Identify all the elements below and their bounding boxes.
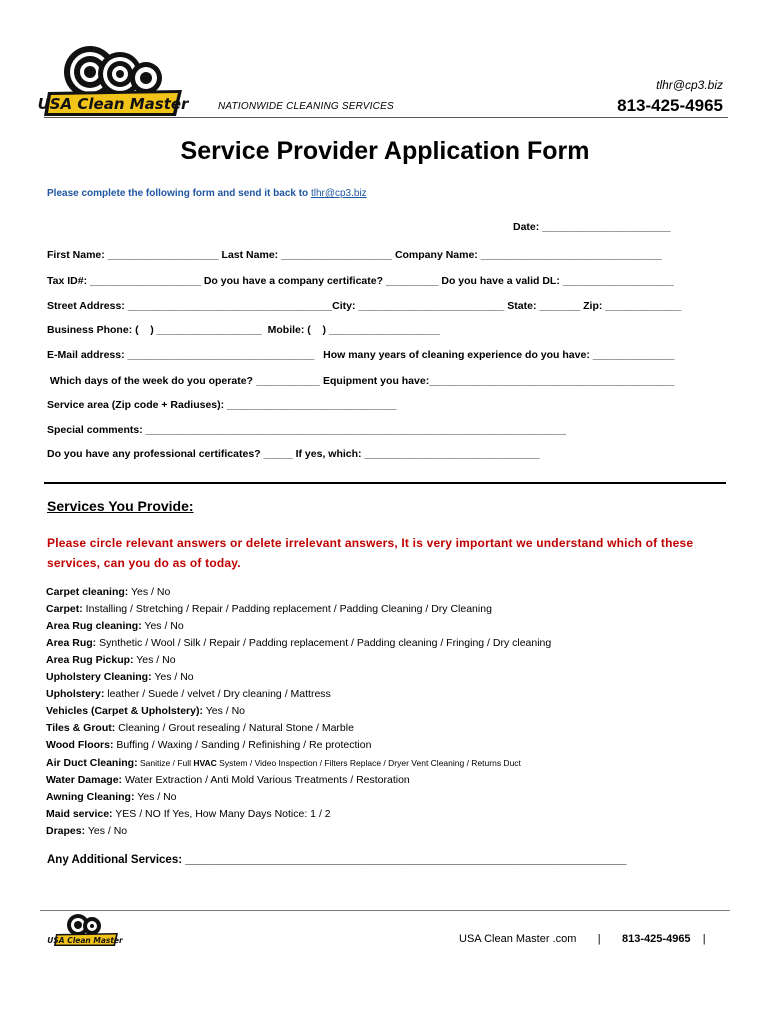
section-divider	[44, 482, 726, 484]
phone-fields[interactable]: Business Phone: ( ) __________________ Mobile: ( ) ___________________	[47, 324, 440, 336]
service-label: Area Rug Pickup:	[46, 654, 134, 666]
instruction-lead: Please complete the following form and send it back to	[47, 188, 311, 199]
service-label: Area Rug cleaning:	[46, 620, 142, 632]
service-options[interactable]: Yes / No	[202, 705, 245, 717]
service-label: Carpet cleaning:	[46, 586, 129, 598]
service-label: Water Damage:	[46, 774, 123, 786]
services-heading: Services You Provide:	[47, 498, 194, 514]
service-label: Maid service:	[46, 808, 113, 820]
name-company-fields[interactable]: First Name: ___________________ Last Name: ___________________ Company Name: _______________________________	[47, 249, 662, 261]
header-divider	[44, 117, 728, 118]
service-options[interactable]: YES / NO If Yes, How Many Days Notice: 1 / 2	[112, 808, 331, 820]
date-field[interactable]: Date: ______________________	[513, 221, 671, 233]
service-label: Upholstery Cleaning:	[46, 671, 152, 683]
service-options[interactable]: Yes / No	[85, 825, 128, 837]
service-options-hvac[interactable]: HVAC	[193, 758, 217, 768]
special-comments-field[interactable]: Special comments: ________________________________________________________________________	[47, 424, 567, 436]
address-fields[interactable]: Street Address: ___________________________________City: _________________________ State: _______ Zip: _____________	[47, 300, 682, 312]
service-options[interactable]: Yes / No	[128, 586, 171, 598]
service-vehicles[interactable]	[46, 705, 245, 717]
service-options[interactable]: Synthetic / Wool / Silk / Repair / Padding replacement / Padding cleaning / Fringing / Dry cleaning	[96, 637, 552, 649]
service-area-rug-pickup[interactable]	[46, 654, 176, 666]
email-experience-fields[interactable]: E-Mail address: ________________________________ How many years of cleaning experience do you have: ______________	[47, 349, 675, 361]
service-air-duct-cleaning[interactable]	[46, 757, 521, 769]
footer-separator: |	[597, 933, 601, 945]
service-water-damage[interactable]	[46, 774, 410, 786]
header-email[interactable]: tlhr@cp3.biz	[656, 78, 723, 92]
service-options[interactable]: leather / Suede / velvet / Dry cleaning / Mattress	[104, 688, 331, 700]
service-area-field[interactable]: Service area (Zip code + Radiuses): _____________________________	[47, 399, 397, 411]
service-label: Upholstery:	[46, 688, 105, 700]
svg-text:USA Clean Master: USA Clean Master	[47, 936, 123, 945]
service-options[interactable]: Yes / No	[151, 671, 194, 683]
certificates-field[interactable]: Do you have any professional certificates? _____ If yes, which: ______________________________	[47, 448, 540, 460]
services-instructions: Please circle relevant answers or delete irrelevant answers, It is very important we understand which of these services, can you do as of today.	[47, 536, 694, 570]
tax-certificate-fields[interactable]: Tax ID#: ___________________ Do you have a company certificate? _________ Do you have a valid DL: ___________________	[47, 275, 674, 287]
service-carpet-cleaning[interactable]	[46, 586, 170, 598]
footer-logo	[47, 913, 123, 947]
service-options[interactable]: Installing / Stretching / Repair / Padding replacement / Padding Cleaning / Dry Cleaning	[82, 603, 492, 615]
footer-contact	[459, 933, 706, 945]
service-drapes[interactable]	[46, 825, 127, 837]
service-options[interactable]: System / Video Inspection / Filters Replace / Dryer Vent Cleaning / Returns Duct	[216, 758, 521, 768]
service-carpet[interactable]	[46, 603, 492, 615]
footer-site[interactable]: USA Clean Master .com	[459, 933, 577, 945]
service-options[interactable]: Cleaning / Grout resealing / Natural Stone / Marble	[115, 722, 354, 734]
logo-lettering: USA Clean Master	[37, 95, 189, 113]
company-logo	[37, 44, 189, 120]
service-maid[interactable]	[46, 808, 331, 820]
service-label: Drapes:	[46, 825, 86, 837]
page-title: Service Provider Application Form	[180, 137, 590, 165]
service-upholstery-cleaning[interactable]	[46, 671, 194, 683]
service-wood-floors[interactable]	[46, 739, 371, 751]
footer-phone: 813-425-4965	[622, 933, 691, 945]
service-options[interactable]: Buffing / Waxing / Sanding / Refinishing / Re protection	[113, 739, 372, 751]
service-label: Wood Floors:	[46, 739, 114, 751]
instruction-email-link[interactable]: tlhr@cp3.biz	[310, 188, 367, 199]
service-label: Area Rug:	[46, 637, 97, 649]
service-options[interactable]: Yes / No	[133, 654, 176, 666]
service-options[interactable]: Yes / No	[134, 791, 177, 803]
service-area-rug-cleaning[interactable]	[46, 620, 184, 632]
service-label: Awning Cleaning:	[46, 791, 135, 803]
service-label: Tiles & Grout:	[46, 722, 116, 734]
service-upholstery[interactable]	[46, 688, 331, 700]
service-awning-cleaning[interactable]	[46, 791, 177, 803]
service-area-rug[interactable]	[46, 637, 551, 649]
company-tagline: NATIONWIDE CLEANING SERVICES	[218, 101, 394, 112]
days-equipment-fields[interactable]: Which days of the week do you operate? ___________ Equipment you have:__________________________________________	[47, 375, 675, 387]
service-options[interactable]: Yes / No	[141, 620, 184, 632]
service-label: Carpet:	[46, 603, 83, 615]
service-tiles-grout[interactable]	[46, 722, 354, 734]
service-label: Vehicles (Carpet & Upholstery):	[46, 705, 203, 717]
instruction-text	[47, 188, 367, 199]
service-label: Air Duct Cleaning:	[46, 757, 138, 769]
service-options[interactable]: Water Extraction / Anti Mold Various Treatments / Restoration	[122, 774, 410, 786]
service-options[interactable]: Sanitize / Full	[137, 758, 194, 768]
additional-services-field[interactable]: Any Additional Services: _____________________________________________________________________	[47, 854, 627, 866]
header-phone: 813-425-4965	[617, 96, 723, 115]
footer-divider	[40, 910, 730, 911]
footer-separator: |	[702, 933, 706, 945]
